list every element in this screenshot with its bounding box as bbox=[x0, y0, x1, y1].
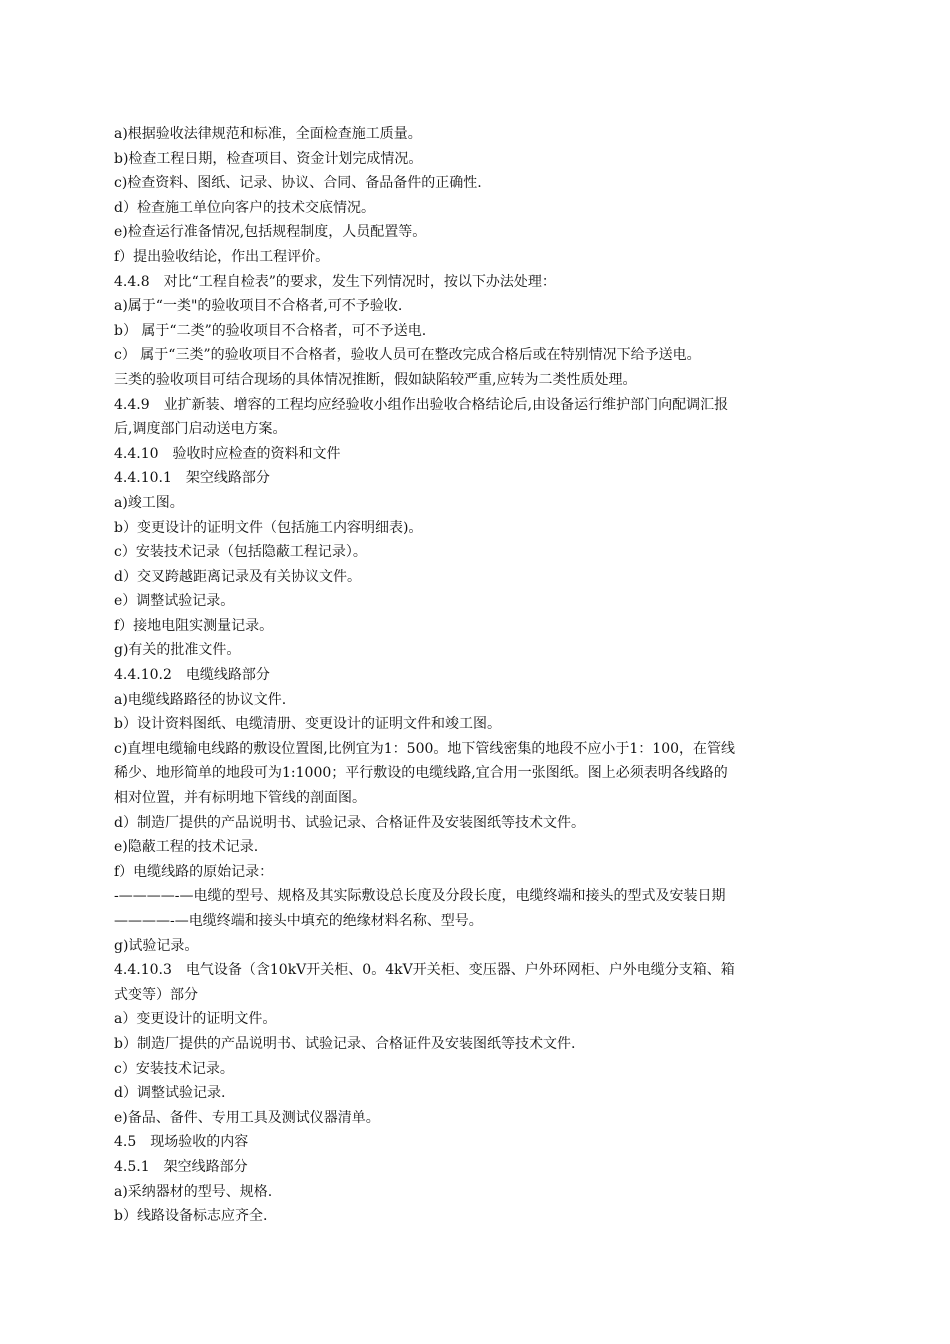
text-line: a)属于“一类"的验收项目不合格者,可不予验收. bbox=[114, 298, 403, 315]
text-line: e）调整试验记录。 bbox=[114, 593, 235, 610]
text-line: b）制造厂提供的产品说明书、试验记录、合格证件及安装图纸等技术文件. bbox=[114, 1035, 576, 1052]
text-line: f）接地电阻实测量记录。 bbox=[114, 617, 274, 634]
text-line: e)隐蔽工程的技术记录. bbox=[114, 839, 259, 856]
text-line: b）设计资料图纸、电缆清册、变更设计的证明文件和竣工图。 bbox=[114, 716, 501, 733]
text-line: a)竣工图。 bbox=[114, 494, 184, 511]
text-line: a)电缆线路路径的协议文件. bbox=[114, 691, 287, 708]
section-heading-4-4-8: 4.4.8 对比“工程自检表”的要求，发生下列情况时，按以下办法处理： bbox=[114, 273, 556, 290]
text-line: c） 属于“三类”的验收项目不合格者，验收人员可在整改完成合格后或在特别情况下给予送电。 bbox=[114, 347, 701, 364]
text-line: 稀少、地形简单的地段可为1:1000；平行敷设的电缆线路,宜合用一张图纸。图上必须表明各线路的 bbox=[114, 765, 728, 782]
text-line: g)试验记录。 bbox=[114, 937, 199, 954]
text-line: d）检查施工单位向客户的技术交底情况。 bbox=[114, 199, 375, 216]
section-heading-4-4-10-3: 4.4.10.3 电气设备（含10kV开关柜、0。4kV开关柜、变压器、户外环网柜、户外电缆分支箱、箱 bbox=[114, 962, 735, 979]
text-line: a)根据验收法律规范和标准，全面检查施工质量。 bbox=[114, 126, 422, 142]
document-body bbox=[114, 122, 859, 1229]
text-line: d）交叉跨越距离记录及有关协议文件。 bbox=[114, 568, 361, 585]
text-line: d）制造厂提供的产品说明书、试验记录、合格证件及安装图纸等技术文件。 bbox=[114, 814, 585, 831]
text-line: c)检查资料、图纸、记录、协议、合同、备品备件的正确性. bbox=[114, 175, 482, 192]
section-heading-4-4-10-2: 4.4.10.2 电缆线路部分 bbox=[114, 667, 270, 684]
section-heading-4-4-10-1: 4.4.10.1 架空线路部分 bbox=[114, 470, 270, 487]
text-line: b）变更设计的证明文件（包括施工内容明细表)。 bbox=[114, 519, 423, 536]
text-line: a）变更设计的证明文件。 bbox=[114, 1011, 277, 1028]
section-heading-4-4-10: 4.4.10 验收时应检查的资料和文件 bbox=[114, 445, 341, 462]
text-line: 相对位置，并有标明地下管线的剖面图。 bbox=[114, 790, 366, 807]
text-line: g)有关的批准文件。 bbox=[114, 642, 241, 659]
text-line: 三类的验收项目可结合现场的具体情况推断，假如缺陷较严重,应转为二类性质处理。 bbox=[114, 371, 637, 388]
text-line: f）提出验收结论，作出工程评价。 bbox=[114, 248, 330, 265]
text-line: e)检查运行准备情况,包括规程制度，人员配置等。 bbox=[114, 224, 427, 241]
text-line: a)采纳器材的型号、规格. bbox=[114, 1183, 273, 1200]
text-line: 后,调度部门启动送电方案。 bbox=[114, 421, 287, 438]
text-line: b） 属于“二类”的验收项目不合格者，可不予送电. bbox=[114, 322, 427, 339]
text-line: c)直埋电缆输电线路的敷设位置图,比例宜为1：500。地下管线密集的地段不应小于1：100，在管线 bbox=[114, 740, 736, 757]
text-line: c）安装技术记录。 bbox=[114, 1060, 234, 1077]
section-heading-4-4-9: 4.4.9 业扩新装、增容的工程均应经验收小组作出验收合格结论后,由设备运行维护部门向配调汇报 bbox=[114, 396, 729, 413]
text-line: b）线路设备标志应齐全. bbox=[114, 1208, 268, 1225]
text-line: ————-—电缆终端和接头中填充的绝缘材料名称、型号。 bbox=[114, 913, 483, 929]
section-heading-4-5: 4.5 现场验收的内容 bbox=[114, 1134, 249, 1151]
text-line: 式变等）部分 bbox=[114, 986, 198, 1003]
text-line: d）调整试验记录. bbox=[114, 1085, 226, 1102]
text-line: f）电缆线路的原始记录： bbox=[114, 863, 274, 880]
text-line: e)备品、备件、专用工具及测试仪器清单。 bbox=[114, 1109, 380, 1126]
section-heading-4-5-1: 4.5.1 架空线路部分 bbox=[114, 1158, 248, 1175]
text-line: b)检查工程日期，检查项目、资金计划完成情况。 bbox=[114, 150, 423, 167]
text-line: -————-—电缆的型号、规格及其实际敷设总长度及分段长度，电缆终端和接头的型式及安装日期 bbox=[114, 888, 726, 905]
text-line: c）安装技术记录（包括隐蔽工程记录）。 bbox=[114, 544, 367, 561]
